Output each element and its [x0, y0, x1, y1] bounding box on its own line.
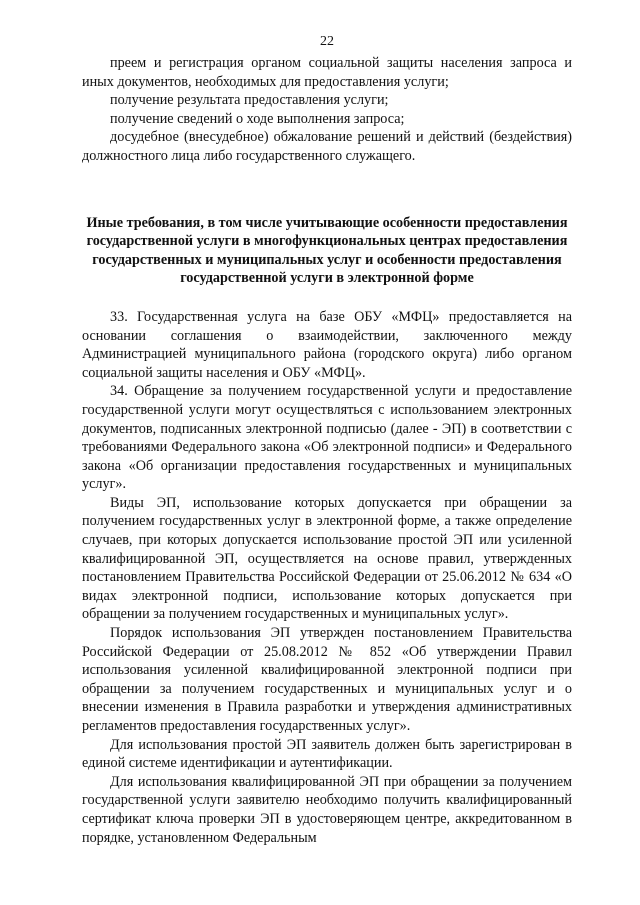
- intro-item: досудебное (внесудебное) обжалование решений и действий (бездействия) должностного лица либо государственного служащего.: [82, 129, 572, 164]
- paragraph: Порядок использования ЭП утвержден постановлением Правительства Российской Федерации от 25.08.2012 № 852 «Об утверждении Правил использования усиленной квалифицированной электронной подписи при обращении за получением государственных и муниципальных услуг и о внесении изменения в Правила разработки и утверждения административных регламентов предоставления государственных услуг».: [82, 625, 572, 734]
- paragraph: Виды ЭП, использование которых допускается при обращении за получением государственных услуг в электронной форме, а также определение случаев, при которых допускается использование простой ЭП или усиленной квалифицированной ЭП, осуществляется на основе правил, утвержденных постановлением Правительства Российской Федерации от 25.06.2012 № 634 «О видах электронной подписи, использование которых допускается при обращении за получением государственных и муниципальных услуг».: [82, 494, 572, 623]
- paragraph-33: 33. Государственная услуга на базе ОБУ «МФЦ» предоставляется на основании соглашения о взаимодействии, заключенного между Администрацией муниципального района (городского округа) либо органом социальной защиты населения и ОБУ «МФЦ».: [82, 308, 572, 381]
- body-text: [82, 308, 572, 847]
- intro-list: [82, 54, 572, 166]
- section-heading: [82, 214, 572, 288]
- intro-item: получение сведений о ходе выполнения запроса;: [110, 110, 405, 127]
- paragraph: Для использования квалифицированной ЭП при обращении за получением государственной услуги заявителю необходимо получить квалифицированный сертификат ключа проверки ЭП в удостоверяющем центре, аккредитованном в порядке, установленном Федеральным: [82, 773, 572, 846]
- section-heading-text: Иные требования, в том числе учитывающие особенности предоставления государственной услуги в многофункциональных центрах предоставления государственных и муниципальных услуг и особенности предоставления государственной услуги в электронной форме: [86, 214, 568, 287]
- page-number: 22: [320, 34, 334, 49]
- document-page: [82, 34, 572, 847]
- intro-item: получение результата предоставления услуги;: [110, 92, 389, 109]
- intro-item: преем и регистрация органом социальной защиты населения запроса и иных документов, необходимых для предоставления услуги;: [82, 55, 572, 90]
- paragraph-34: 34. Обращение за получением государственной услуги и предоставление государственной услуги могут осуществляться с использованием электронных документов, подписанных электронной подписью (далее - ЭП) в соответствии с требованиями Федерального закона «Об электронной подписи» и Федерального закона «Об организации предоставления государственных и муниципальных услуг».: [82, 383, 572, 493]
- paragraph: Для использования простой ЭП заявитель должен быть зарегистрирован в единой системе идентификации и аутентификации.: [82, 736, 572, 772]
